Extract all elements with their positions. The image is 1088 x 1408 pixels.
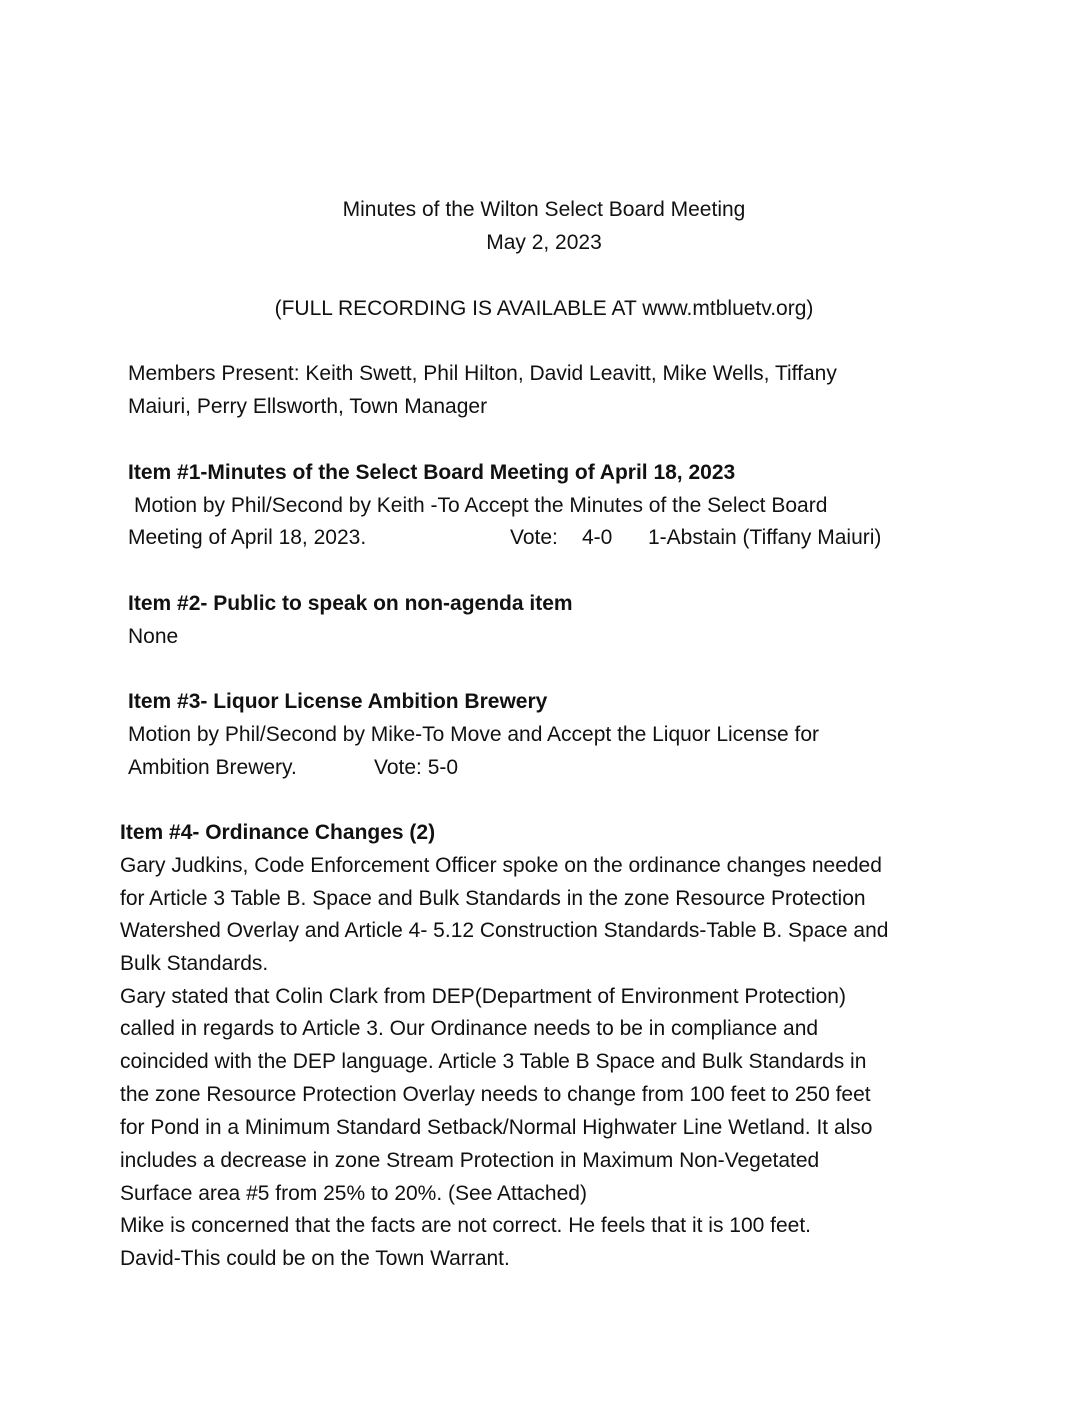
item3-motion-line-2: Ambition Brewery. — [128, 756, 297, 779]
item4-line: for Article 3 Table B. Space and Bulk Standards in the zone Resource Protection — [120, 887, 866, 910]
item4-line: Gary stated that Colin Clark from DEP(Department of Environment Protection) — [120, 985, 846, 1008]
recording-note: (FULL RECORDING IS AVAILABLE AT www.mtbluetv.org) — [274, 297, 814, 320]
item1-motion-line-2: Meeting of April 18, 2023. — [128, 526, 367, 549]
item4-line: coincided with the DEP language. Article 3 Table B Space and Bulk Standards in — [120, 1050, 867, 1073]
item4-line: Gary Judkins, Code Enforcement Officer spoke on the ordinance changes needed — [120, 854, 882, 877]
item3-heading: Item #3- Liquor License Ambition Brewery — [128, 690, 548, 713]
item2-text: None — [128, 625, 179, 648]
members-present-line-2: Maiuri, Perry Ellsworth, Town Manager — [128, 395, 488, 418]
item1-vote-value: 4-0 — [582, 526, 613, 549]
item1-heading: Item #1-Minutes of the Select Board Meeting of April 18, 2023 — [128, 461, 736, 484]
item3-motion-line-1: Motion by Phil/Second by Mike-To Move and Accept the Liquor License for — [128, 723, 820, 746]
item1-vote-label: Vote: — [510, 526, 558, 549]
members-present-line-1: Members Present: Keith Swett, Phil Hilton, David Leavitt, Mike Wells, Tiffany — [128, 362, 837, 385]
item4-line: the zone Resource Protection Overlay needs to change from 100 feet to 250 feet — [120, 1083, 871, 1106]
meeting-date: May 2, 2023 — [486, 231, 602, 254]
item3-vote: Vote: 5-0 — [374, 756, 459, 779]
item4-line: for Pond in a Minimum Standard Setback/Normal Highwater Line Wetland. It also — [120, 1116, 873, 1139]
item4-line: Surface area #5 from 25% to 20%. (See Attached) — [120, 1182, 587, 1205]
item2-heading: Item #2- Public to speak on non-agenda item — [128, 592, 573, 615]
item1-abstain: 1-Abstain (Tiffany Maiuri) — [648, 526, 882, 549]
item4-heading: Item #4- Ordinance Changes (2) — [120, 821, 436, 844]
document-title: Minutes of the Wilton Select Board Meeting — [342, 198, 746, 221]
item1-motion-line-1: Motion by Phil/Second by Keith -To Accept the Minutes of the Select Board — [134, 494, 828, 517]
item4-line: Mike is concerned that the facts are not correct. He feels that it is 100 feet. — [120, 1214, 812, 1237]
item4-line: David-This could be on the Town Warrant. — [120, 1247, 510, 1270]
item4-line: called in regards to Article 3. Our Ordinance needs to be in compliance and — [120, 1017, 819, 1040]
item4-line: includes a decrease in zone Stream Protection in Maximum Non-Vegetated — [120, 1149, 820, 1172]
item4-line: Watershed Overlay and Article 4- 5.12 Construction Standards-Table B. Space and — [120, 919, 889, 942]
item4-line: Bulk Standards. — [120, 952, 269, 975]
